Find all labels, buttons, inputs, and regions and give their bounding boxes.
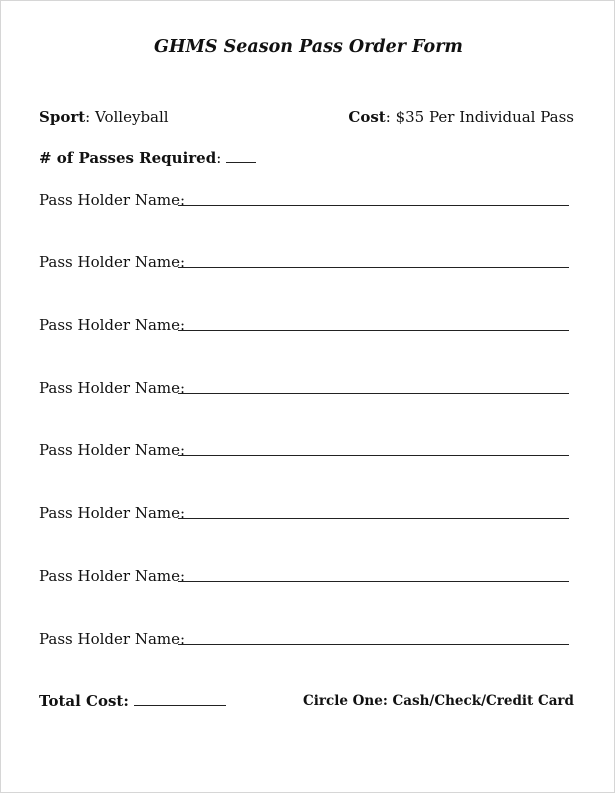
pass-holder-label-4: Pass Holder Name:	[39, 379, 186, 397]
passes-required-field[interactable]	[226, 148, 256, 163]
pass-holder-field-6[interactable]	[178, 518, 569, 519]
pass-holder-field-8[interactable]	[178, 644, 569, 645]
pass-holder-field-5[interactable]	[178, 455, 569, 456]
pass-holder-label-7: Pass Holder Name:	[39, 567, 186, 585]
total-cost-row	[39, 691, 226, 711]
pass-holder-label-3: Pass Holder Name:	[39, 316, 186, 334]
sport-separator: :	[85, 108, 91, 126]
sport-label: Sport	[39, 108, 86, 126]
total-cost-label: Total Cost:	[39, 692, 129, 710]
sport-value: Volleyball	[95, 108, 169, 126]
pass-holder-label-5: Pass Holder Name:	[39, 441, 186, 459]
pass-holder-field-2[interactable]	[178, 267, 569, 268]
passes-required-label: # of Passes Required	[39, 149, 217, 167]
total-cost-field[interactable]	[134, 691, 226, 706]
cost-label: Cost	[348, 108, 386, 126]
pass-holder-field-4[interactable]	[178, 393, 569, 394]
passes-required-row	[39, 148, 256, 168]
cost-value: $35 Per Individual Pass	[395, 108, 574, 126]
pass-holder-label-1: Pass Holder Name:	[39, 191, 186, 209]
pass-holder-field-1[interactable]	[178, 205, 569, 206]
payment-method-label: Circle One: Cash/Check/Credit Card	[303, 693, 574, 709]
form-title: GHMS Season Pass Order Form	[154, 37, 463, 57]
pass-holder-label-6: Pass Holder Name:	[39, 504, 186, 522]
pass-holder-field-7[interactable]	[178, 581, 569, 582]
passes-required-separator: :	[216, 149, 222, 167]
cost-separator: :	[385, 108, 391, 126]
cost-row	[348, 107, 574, 127]
pass-holder-label-8: Pass Holder Name:	[39, 630, 186, 648]
pass-holder-label-2: Pass Holder Name:	[39, 253, 186, 271]
pass-holder-field-3[interactable]	[178, 330, 569, 331]
sport-row	[39, 107, 169, 127]
